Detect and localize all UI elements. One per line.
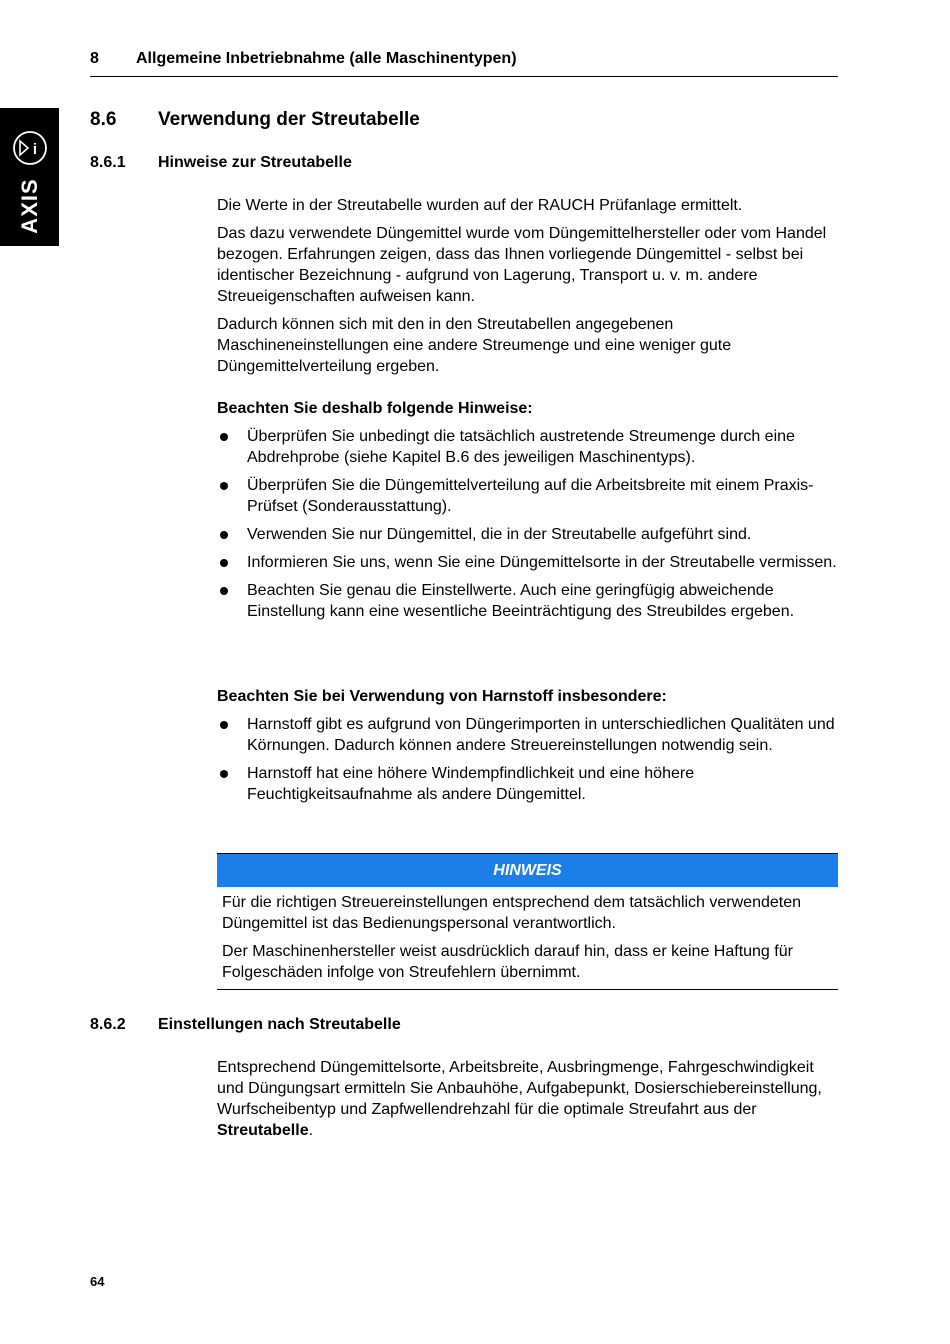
page-number: 64 xyxy=(90,1274,105,1289)
bullet-icon xyxy=(220,721,228,729)
note-body xyxy=(217,887,838,990)
note-paragraph: Für die richtigen Streuereinstellungen entsprechend dem tatsächlich verwendeten Düngemittel ist das Bedienungspersonal verantwortlich. xyxy=(222,894,802,932)
chapter-title: Allgemeine Inbetriebnahme (alle Maschinentypen) xyxy=(136,50,517,67)
note-paragraph: Der Maschinenhersteller weist ausdrücklich darauf hin, dass er keine Haftung für Folgeschäden infolge von Streufehlern übernimmt. xyxy=(222,943,793,981)
paragraph: Entsprechend Düngemittelsorte, Arbeitsbreite, Ausbringmenge, Fahrgeschwindigkeit und Düngungsart ermitteln Sie Anbauhöhe, Aufgabepunkt, Dosierschiebereinstellung, Wurfscheibentyp und Zapfwellendrehzahl für die optimale Streufahrt aus der Streutabelle. xyxy=(217,1059,822,1139)
list-item: Harnstoff gibt es aufgrund von Düngerimporten in unterschiedlichen Qualitäten und Körnungen. Dadurch können andere Streuereinstellungen notwendig sein. xyxy=(217,714,838,756)
info-logo-icon xyxy=(12,130,48,166)
header-divider xyxy=(90,76,838,77)
subsection-title: Hinweise zur Streutabelle xyxy=(158,154,352,171)
list-item: Überprüfen Sie unbedingt die tatsächlich austretende Streumenge durch eine Abdrehprobe (siehe Kapitel B.6 des jeweiligen Maschinentyps). xyxy=(217,426,838,468)
hints-heading: Beachten Sie deshalb folgende Hinweise: xyxy=(217,400,533,417)
subsection-number: 8.6.2 xyxy=(90,1016,126,1033)
chapter-number: 8 xyxy=(90,50,99,67)
bullet-icon xyxy=(220,433,228,441)
urea-list xyxy=(217,714,838,805)
bullet-icon xyxy=(220,770,228,778)
note-box xyxy=(217,853,838,990)
bullet-icon xyxy=(220,559,228,567)
subsection-number: 8.6.1 xyxy=(90,154,126,171)
urea-block xyxy=(217,686,838,805)
bullet-icon xyxy=(220,587,228,595)
list-item: Harnstoff hat eine höhere Windempfindlichkeit und eine höhere Feuchtigkeitsaufnahme als andere Düngemittel. xyxy=(217,763,838,805)
paragraph: Dadurch können sich mit den in den Streutabellen angegebenen Maschineneinstellungen eine andere Streumenge und eine weniger gute Düngemittelverteilung ergeben. xyxy=(217,316,732,375)
hints-list xyxy=(217,426,838,622)
paragraph: Das dazu verwendete Düngemittel wurde vom Düngemittelhersteller oder vom Handel bezogen. Erfahrungen zeigen, dass das Ihnen vorliegende Düngemittel - selbst bei identischer Bezeichnung - aufgrund von Lagerung, Transport u. v. m. andere Streueigenschaften aufweisen kann. xyxy=(217,225,827,305)
intro-paragraphs xyxy=(217,195,838,377)
note-title: HINWEIS xyxy=(217,853,838,887)
list-item: Beachten Sie genau die Einstellwerte. Auch eine geringfügig abweichende Einstellung kann eine wesentliche Beeinträchtigung des Streubildes ergeben. xyxy=(217,580,838,622)
bullet-icon xyxy=(220,531,228,539)
side-tab xyxy=(0,108,59,246)
bullet-icon xyxy=(220,482,228,490)
side-tab-label: AXIS xyxy=(17,178,42,234)
urea-heading: Beachten Sie bei Verwendung von Harnstoff insbesondere: xyxy=(217,688,667,705)
logo-letter: i xyxy=(32,141,38,158)
paragraph: Die Werte in der Streutabelle wurden auf der RAUCH Prüfanlage ermittelt. xyxy=(217,197,743,214)
list-item: Überprüfen Sie die Düngemittelverteilung auf die Arbeitsbreite mit einem Praxis-Prüfset (Sonderausstattung). xyxy=(217,475,838,517)
streutabelle-reference: Streutabelle xyxy=(217,1122,309,1139)
hints-block xyxy=(217,398,838,622)
subsection-title: Einstellungen nach Streutabelle xyxy=(158,1016,401,1033)
section-number: 8.6 xyxy=(90,109,117,130)
list-item: Informieren Sie uns, wenn Sie eine Düngemittelsorte in der Streutabelle vermissen. xyxy=(217,552,838,573)
section-title: Verwendung der Streutabelle xyxy=(158,109,420,130)
list-item: Verwenden Sie nur Düngemittel, die in der Streutabelle aufgeführt sind. xyxy=(217,524,838,545)
settings-paragraph xyxy=(217,1057,838,1141)
